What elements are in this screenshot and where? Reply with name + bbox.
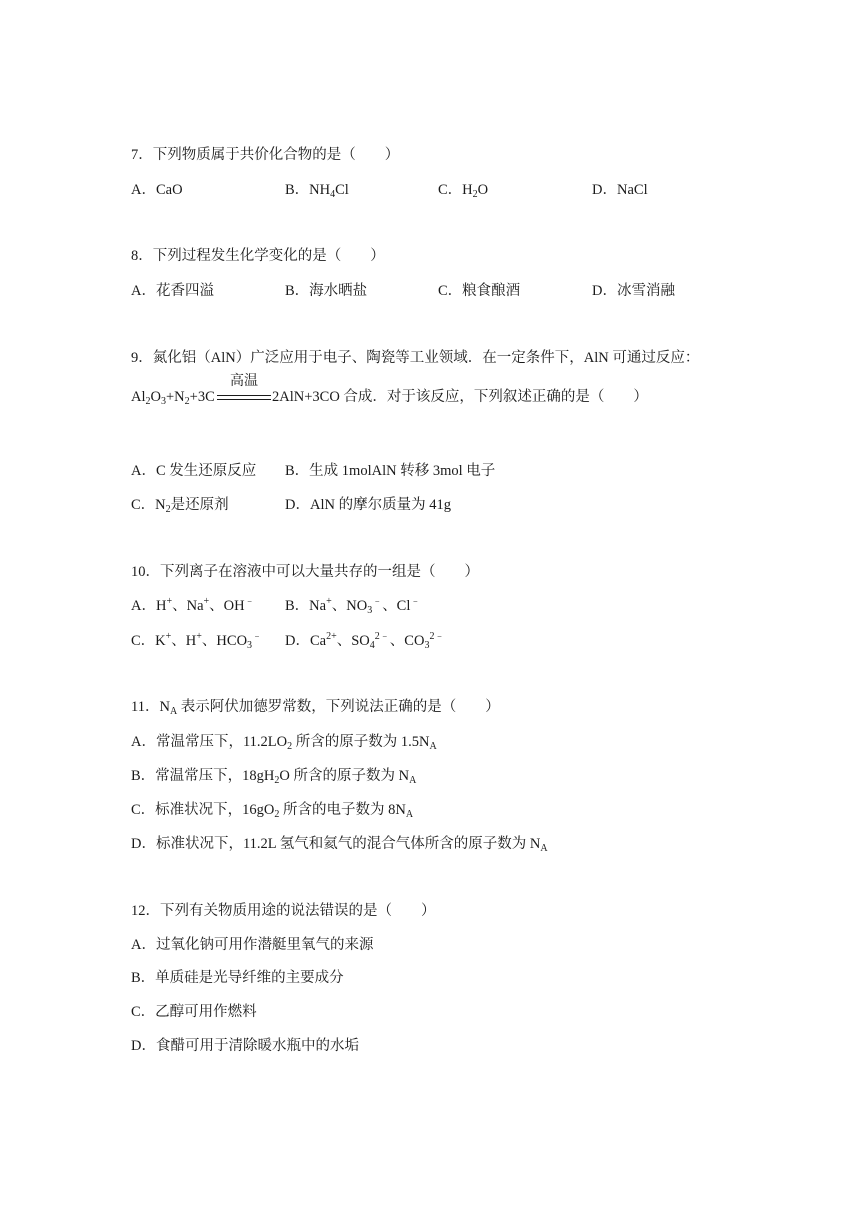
q8-option-a: A．花香四溢 xyxy=(131,283,214,299)
q12-option-c: C．乙醇可用作燃料 xyxy=(131,1004,257,1020)
q12-option-a: A．过氧化钠可用作潜艇里氧气的来源 xyxy=(131,937,374,953)
q12-option-d: D．食醋可用于清除暖水瓶中的水垢 xyxy=(131,1038,359,1054)
question-10-stem: 10．下列离子在溶液中可以大量共存的一组是（ ） xyxy=(131,564,479,580)
q10-option-c: C．K+、H+、$HCO_3^﹣$ xyxy=(131,631,263,651)
question-11-stem: 11．$N_A$ 表示阿伏加德罗常数，下列说法正确的是（ ） xyxy=(131,699,500,717)
q11-option-b: B．常温常压下，$18gH_2O$ 所含的原子数为 $N_A$ xyxy=(131,768,417,786)
q10-option-b: B．Na+、$NO_3^﹣$、Cl﹣ xyxy=(285,596,421,616)
q8-option-c: C．粮食酿酒 xyxy=(438,283,521,299)
question-12-stem: 12．下列有关物质用途的说法错误的是（ ） xyxy=(131,903,436,919)
reaction-condition-label: 高温 xyxy=(230,373,258,389)
q7-option-b: B．$NH_4Cl$ xyxy=(285,182,349,200)
q7-option-a: A．CaO xyxy=(131,182,183,198)
q11-option-a: A．常温常压下，$11.2LO_2$ 所含的原子数为 $1.5N_A$ xyxy=(131,734,437,752)
q9-option-b: B．生成 1molAlN 转移 3mol 电子 xyxy=(285,463,496,479)
q10-option-a: A．H+、Na+、OH﹣ xyxy=(131,596,255,614)
question-9-stem: 9．氮化铝（AlN）广泛应用于电子、陶瓷等工业领域．在一定条件下，AlN 可通过反应： xyxy=(131,350,700,366)
q11-option-d: D．标准状况下，11.2L 氢气和氦气的混合气体所含的原子数为 $N_A$ xyxy=(131,836,548,854)
q9-option-d: D．AlN 的摩尔质量为 41g xyxy=(285,497,451,513)
q12-option-b: B．单质硅是光导纤维的主要成分 xyxy=(131,970,344,986)
q8-option-b: B．海水晒盐 xyxy=(285,283,368,299)
q7-option-c: C．$H_2O$ xyxy=(438,182,489,200)
q11-option-c: C．标准状况下，$16gO_2$ 所含的电子数为 $8N_A$ xyxy=(131,802,414,820)
q9-equation-products: 2AlN+3CO 合成．对于该反应，下列叙述正确的是（ ） xyxy=(272,389,648,405)
equals-bar-bottom xyxy=(217,399,271,400)
q10-option-d: D．$Ca^{2+}$、$SO_4^{2﹣}$、$CO_3^{2﹣}$ xyxy=(285,631,445,651)
question-7-stem: 7．下列物质属于共价化合物的是（ ） xyxy=(131,147,400,163)
question-8-stem: 8．下列过程发生化学变化的是（ ） xyxy=(131,248,385,264)
q7-option-d: D．NaCl xyxy=(592,182,648,198)
q8-option-d: D．冰雪消融 xyxy=(592,283,675,299)
q9-option-c: C．$N_2$是还原剂 xyxy=(131,497,229,515)
reaction-condition-arrow xyxy=(217,372,271,404)
q9-equation-reactants: $Al_2O_3+N_2+3C$ xyxy=(131,389,215,407)
equals-bar-top xyxy=(217,395,271,396)
q9-option-a: A．C 发生还原反应 xyxy=(131,463,257,479)
